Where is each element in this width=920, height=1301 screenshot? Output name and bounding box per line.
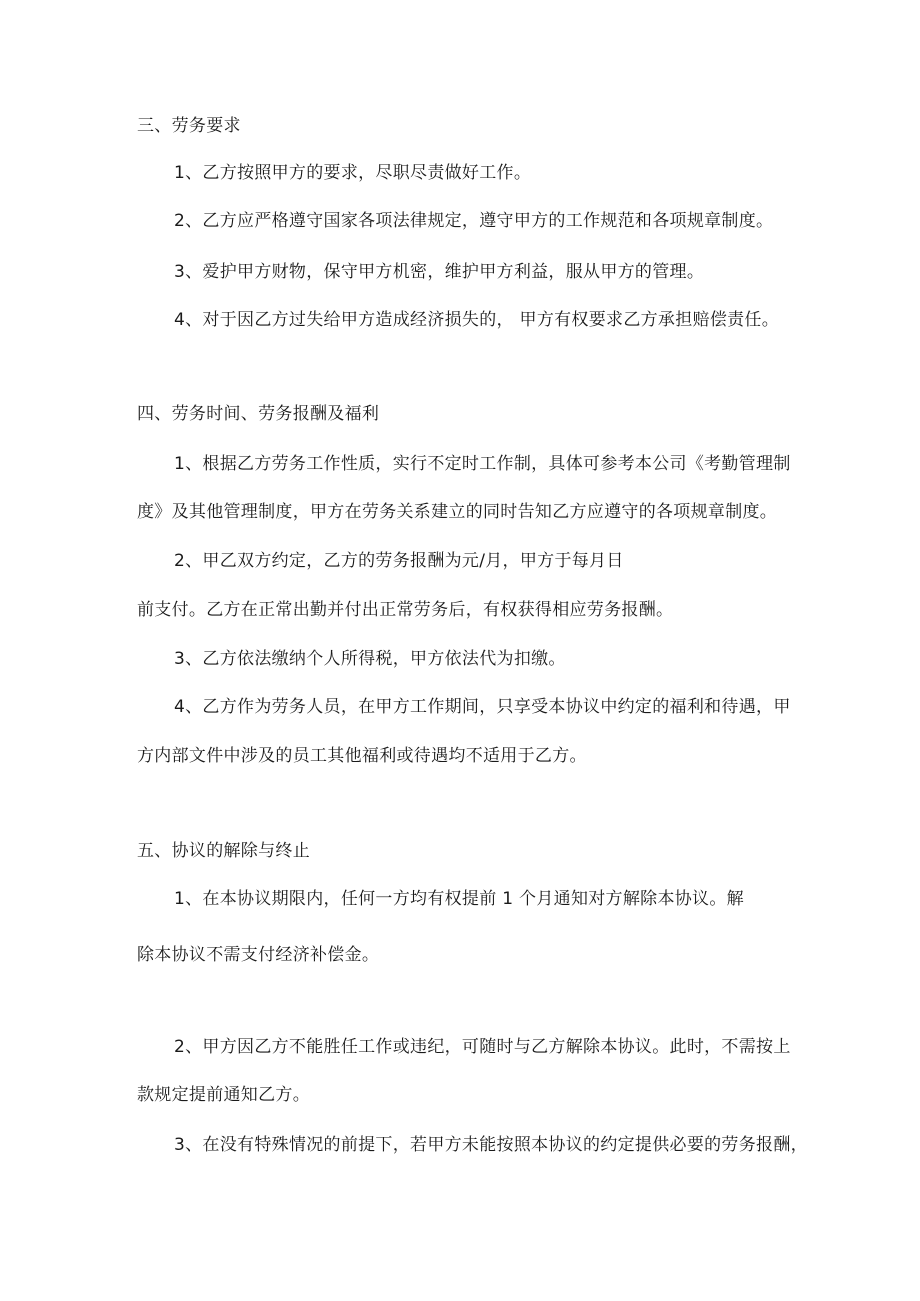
section-4-item-4-line-2: 方内部文件中涉及的员工其他福利或待遇均不适用于乙方。 bbox=[137, 746, 587, 766]
section-4-item-1-line-1: 1、根据乙方劳务工作性质，实行不定时工作制，具体可参考本公司《考勤管理制 bbox=[174, 454, 791, 474]
section-4-item-2-line-1: 2、甲乙双方约定，乙方的劳务报酬为元/月，甲方于每月日 bbox=[174, 551, 624, 571]
section-3-heading: 三、劳务要求 bbox=[137, 116, 241, 136]
section-5-item-3-line-1: 3、在没有特殊情况的前提下，若甲方未能按照本协议的约定提供必要的劳务报酬， bbox=[174, 1135, 808, 1155]
section-5-item-2-line-2: 款规定提前通知乙方。 bbox=[137, 1085, 310, 1105]
section-5-item-1-line-2: 除本协议不需支付经济补偿金。 bbox=[137, 945, 380, 965]
section-5-item-1-line-1: 1、在本协议期限内，任何一方均有权提前 1 个月通知对方解除本协议。解 bbox=[174, 889, 744, 909]
section-4-item-2-line-2: 前支付。乙方在正常出勤并付出正常劳务后，有权获得相应劳务报酬。 bbox=[137, 600, 674, 620]
section-4-heading: 四、劳务时间、劳务报酬及福利 bbox=[137, 404, 380, 424]
section-5-item-2-line-1: 2、甲方因乙方不能胜任工作或违纪，可随时与乙方解除本协议。此时，不需按上 bbox=[174, 1037, 791, 1057]
section-3-item-4: 4、对于因乙方过失给甲方造成经济损失的， 甲方有权要求乙方承担赔偿责任。 bbox=[174, 310, 780, 330]
section-3-item-2: 2、乙方应严格遵守国家各项法律规定，遵守甲方的工作规范和各项规章制度。 bbox=[174, 211, 774, 231]
section-4-item-1-line-2: 度》及其他管理制度，甲方在劳务关系建立的同时告知乙方应遵守的各项规章制度。 bbox=[137, 502, 778, 522]
section-3-item-3: 3、爱护甲方财物，保守甲方机密，维护甲方利益，服从甲方的管理。 bbox=[174, 262, 705, 282]
section-3-item-1: 1、乙方按照甲方的要求，尽职尽责做好工作。 bbox=[174, 163, 532, 183]
section-5-heading: 五、协议的解除与终止 bbox=[137, 841, 310, 861]
section-4-item-3: 3、乙方依法缴纳个人所得税，甲方依法代为扣缴。 bbox=[174, 649, 566, 669]
section-4-item-4-line-1: 4、乙方作为劳务人员，在甲方工作期间，只享受本协议中约定的福利和待遇，甲 bbox=[174, 697, 791, 717]
